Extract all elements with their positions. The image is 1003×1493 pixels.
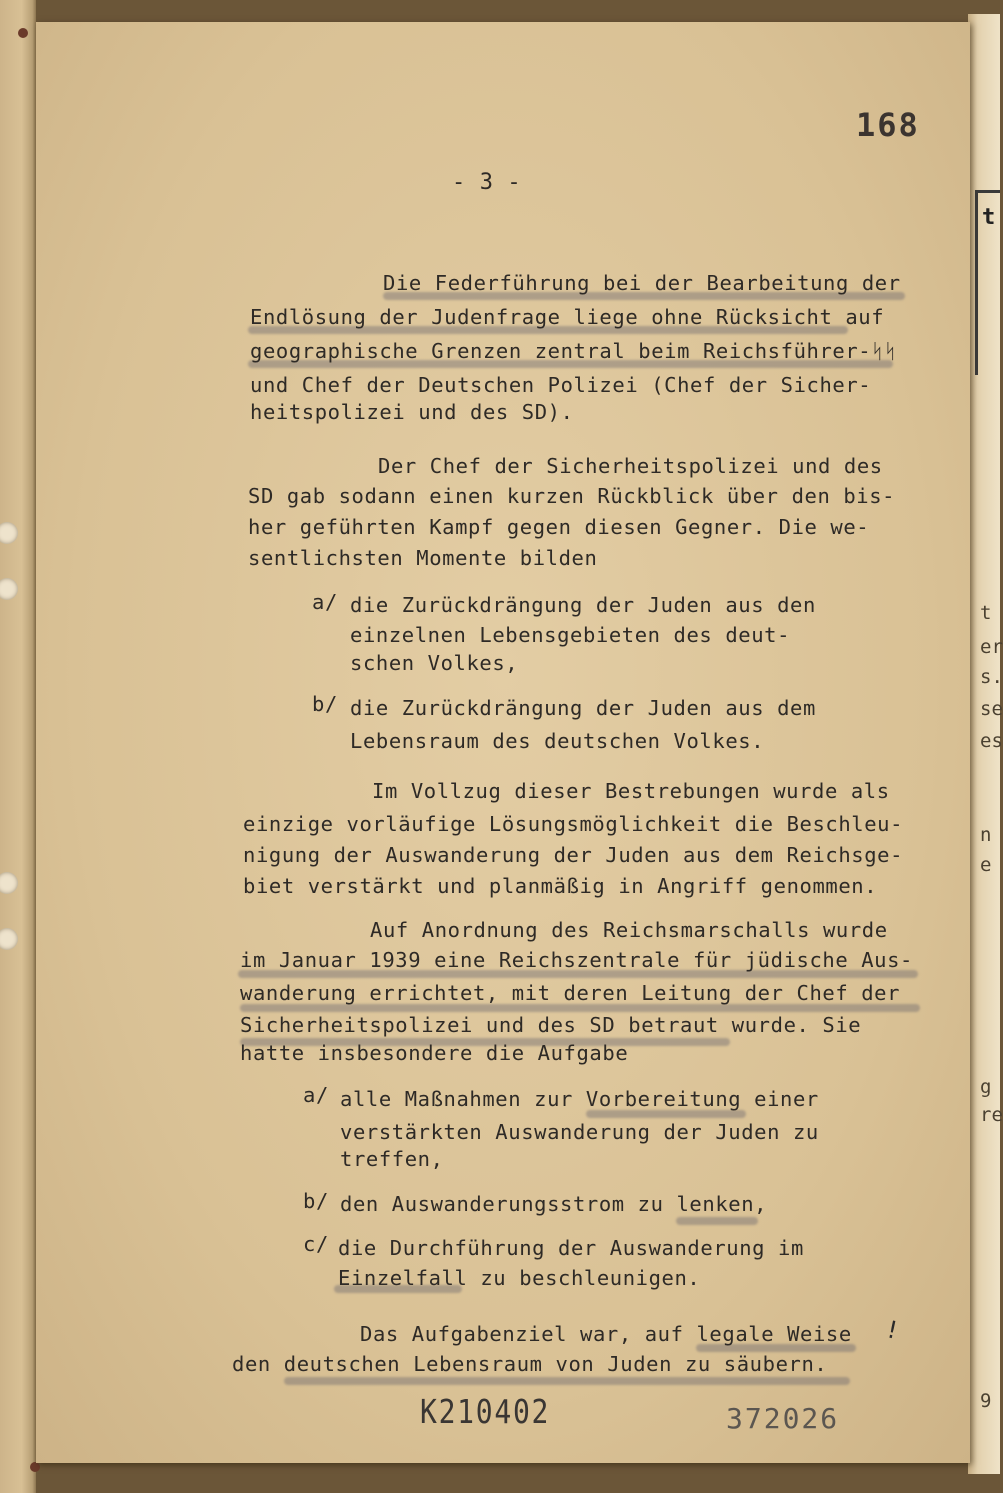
paragraph-4-line: Sicherheitspolizei und des SD betraut wurde. Sie <box>240 1013 862 1037</box>
list-2-item-line: treffen, <box>340 1147 444 1171</box>
paragraph-3-line: nigung der Auswanderung der Juden aus dem Reichsge- <box>243 843 904 867</box>
list-1-item-line: einzelnen Lebensgebieten des deut- <box>350 623 791 647</box>
list-1-item-line: die Zurückdrängung der Juden aus den <box>350 593 816 617</box>
paragraph-4-line: hatte insbesondere die Aufgabe <box>240 1041 629 1065</box>
pencil-underline <box>586 1110 746 1118</box>
list-2-item-line: die Durchführung der Auswanderung im <box>338 1236 804 1260</box>
next-page-fragment: t <box>980 602 992 624</box>
left-file-cover <box>0 0 36 1493</box>
next-page-fragment: re <box>980 1104 1003 1126</box>
punch-hole <box>0 872 18 894</box>
list-1-item-line: schen Volkes, <box>350 651 519 675</box>
next-page-fragment: se <box>980 698 1003 720</box>
list-2-item-line: verstärkten Auswanderung der Juden zu <box>340 1120 819 1144</box>
list-2-item-line: Einzelfall zu beschleunigen. <box>338 1266 701 1290</box>
stamp-number: 372026 <box>726 1402 840 1435</box>
next-page-fragment: n <box>980 824 992 846</box>
next-page-fragment: e <box>980 854 992 876</box>
list-2-marker: c/ <box>303 1232 329 1256</box>
pencil-underline <box>240 1004 920 1012</box>
paragraph-3-line: einzige vorläufige Lösungsmöglichkeit die Beschleu- <box>243 812 904 836</box>
pencil-underline <box>676 1217 758 1225</box>
paragraph-1-line: heitspolizei und des SD). <box>250 400 574 424</box>
paragraph-2-line: Der Chef der Sicherheitspolizei und des <box>378 454 883 478</box>
list-2-marker: b/ <box>303 1189 329 1213</box>
paragraph-2-line: sentlichsten Momente bilden <box>248 546 598 570</box>
paragraph-2-line: her geführten Kampf gegen diesen Gegner. Die we- <box>248 515 870 539</box>
document-code: K210402 <box>420 1392 551 1431</box>
next-page-fragment: g <box>980 1076 992 1098</box>
page-number: 168 <box>856 106 920 144</box>
list-2-item-line: den Auswanderungsstrom zu lenken, <box>340 1192 768 1216</box>
binding-dot <box>18 28 28 38</box>
paragraph-1-line: Die Federführung bei der Bearbeitung der <box>383 271 901 295</box>
list-1-marker: a/ <box>312 590 338 614</box>
punch-hole <box>0 522 18 544</box>
next-page-fragment: es <box>980 730 1003 752</box>
list-1-item-line: die Zurückdrängung der Juden aus dem <box>350 696 816 720</box>
paragraph-1-line: geographische Grenzen zentral beim Reichsführer-ᛋᛋ <box>250 339 898 363</box>
punch-hole <box>0 578 18 600</box>
binding-dot <box>30 1462 40 1472</box>
next-page-tab-mark: t <box>975 190 1000 375</box>
paragraph-1-line: Endlösung der Judenfrage liege ohne Rücksicht auf <box>250 305 885 329</box>
paragraph-4-line: wanderung errichtet, mit deren Leitung der Chef der <box>240 981 901 1005</box>
paragraph-3-line: biet verstärkt und planmäßig in Angriff genommen. <box>243 874 878 898</box>
margin-mark: ! <box>882 1314 903 1346</box>
list-2-marker: a/ <box>303 1083 329 1107</box>
paragraph-5-line: Das Aufgabenziel war, auf legale Weise <box>360 1322 852 1346</box>
list-1-marker: b/ <box>312 692 338 716</box>
paragraph-2-line: SD gab sodann einen kurzen Rückblick über den bis- <box>248 484 896 508</box>
paragraph-3-line: Im Vollzug dieser Bestrebungen wurde als <box>372 779 890 803</box>
next-page-fragment: 9 <box>980 1390 992 1412</box>
paragraph-5-line: den deutschen Lebensraum von Juden zu säubern. <box>232 1352 828 1376</box>
paragraph-1-line: und Chef der Deutschen Polizei (Chef der Sicher- <box>250 373 872 397</box>
list-2-item-line: alle Maßnahmen zur Vorbereitung einer <box>340 1087 819 1111</box>
punch-hole <box>0 928 18 950</box>
next-page-fragment: er <box>980 636 1003 658</box>
list-1-item-line: Lebensraum des deutschen Volkes. <box>350 729 765 753</box>
paragraph-4-line: Auf Anordnung des Reichsmarschalls wurde <box>370 918 888 942</box>
page-marker: - 3 - <box>452 170 522 195</box>
next-page-fragment: s. <box>980 666 1003 688</box>
paragraph-4-line: im Januar 1939 eine Reichszentrale für jüdische Aus- <box>240 948 913 972</box>
pencil-underline <box>284 1377 850 1385</box>
